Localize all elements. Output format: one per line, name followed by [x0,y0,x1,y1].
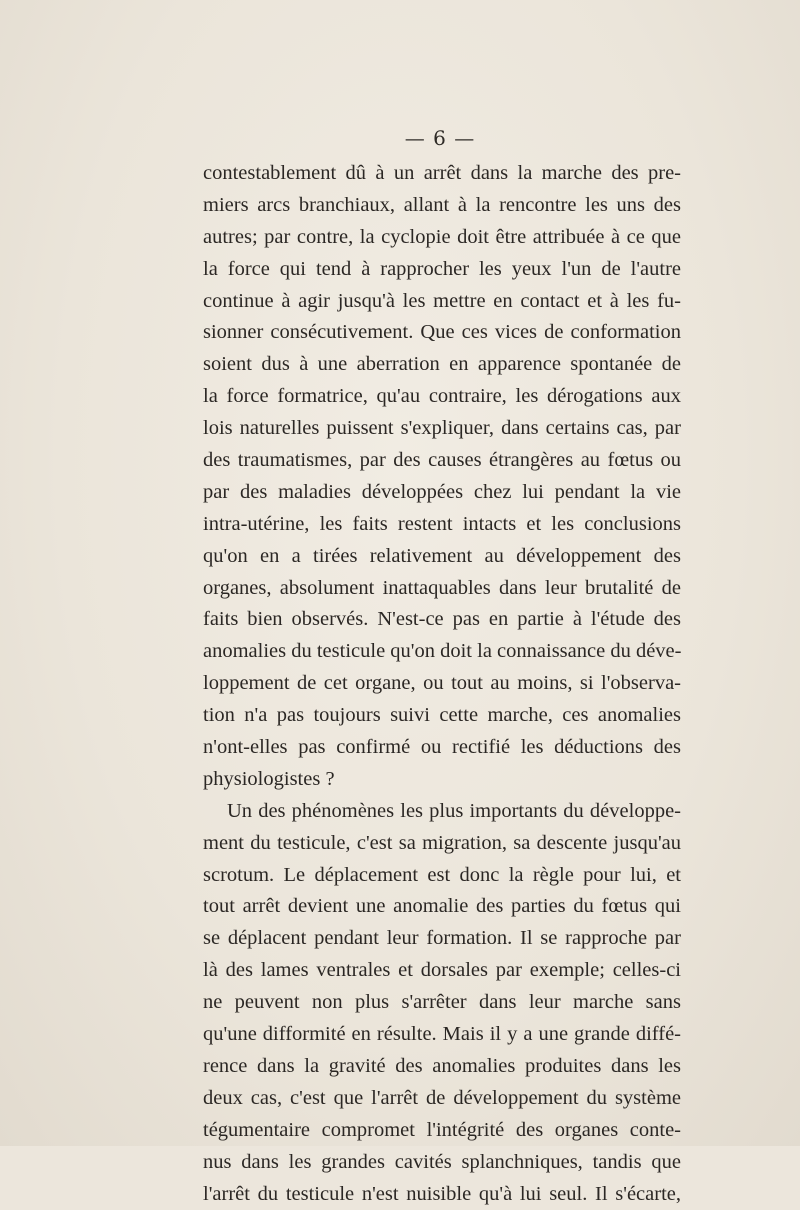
text-line: autres; par contre, la cyclopie doit être attribuée à ce que [203,222,681,254]
text-line: soient dus à une aberration en apparence spontanée de [203,349,681,381]
text-line: tion n'a pas toujours suivi cette marche, ces anomalies [203,700,681,732]
text-line: n'ont-elles pas confirmé ou rectifié les déductions des [203,732,681,764]
text-line: ment du testicule, c'est sa migration, sa descente jusqu'au [203,828,681,860]
text-line: faits bien observés. N'est-ce pas en partie à l'étude des [203,604,681,636]
text-line: organes, absolument inattaquables dans leur brutalité de [203,573,681,605]
text-line: contestablement dû à un arrêt dans la marche des pre- [203,158,681,190]
text-line: nus dans les grandes cavités splanchniques, tandis que [203,1147,681,1179]
text-line: qu'une difformité en résulte. Mais il y a une grande diffé- [203,1019,681,1051]
text-line: continue à agir jusqu'à les mettre en contact et à les fu- [203,286,681,318]
text-line: loppement de cet organe, ou tout au moins, si l'observa- [203,668,681,700]
text-line: là des lames ventrales et dorsales par exemple; celles-ci [203,955,681,987]
text-line: ne peuvent non plus s'arrêter dans leur marche sans [203,987,681,1019]
text-line: sionner consécutivement. Que ces vices de conformation [203,317,681,349]
text-line: lois naturelles puissent s'expliquer, dans certains cas, par [203,413,681,445]
text-line: anomalies du testicule qu'on doit la connaissance du déve- [203,636,681,668]
text-line: des traumatismes, par des causes étrangères au fœtus ou [203,445,681,477]
text-line: se déplacent pendant leur formation. Il se rapproche par [203,923,681,955]
text-line: tégumentaire compromet l'intégrité des organes conte- [203,1115,681,1147]
text-line: tout arrêt devient une anomalie des parties du fœtus qui [203,891,681,923]
text-line: la force formatrice, qu'au contraire, les dérogations aux [203,381,681,413]
text-line: la force qui tend à rapprocher les yeux l'un de l'autre [203,254,681,286]
paragraph-start-line: Un des phénomènes les plus importants du développe- [203,796,681,828]
body-text [203,158,681,1210]
text-line: qu'on en a tirées relativement au développement des [203,541,681,573]
text-line: miers arcs branchiaux, allant à la rencontre les uns des [203,190,681,222]
text-line: intra-utérine, les faits restent intacts et les conclusions [203,509,681,541]
paragraph-end-line: physiologistes ? [203,764,681,796]
text-line: par des maladies développées chez lui pendant la vie [203,477,681,509]
text-line: rence dans la gravité des anomalies produites dans les [203,1051,681,1083]
text-line: scrotum. Le déplacement est donc la règle pour lui, et [203,860,681,892]
page-number: — 6 — [0,126,800,150]
text-line: l'arrêt du testicule n'est nuisible qu'à lui seul. Il s'écarte, [203,1179,681,1210]
text-line: deux cas, c'est que l'arrêt de développement du système [203,1083,681,1115]
